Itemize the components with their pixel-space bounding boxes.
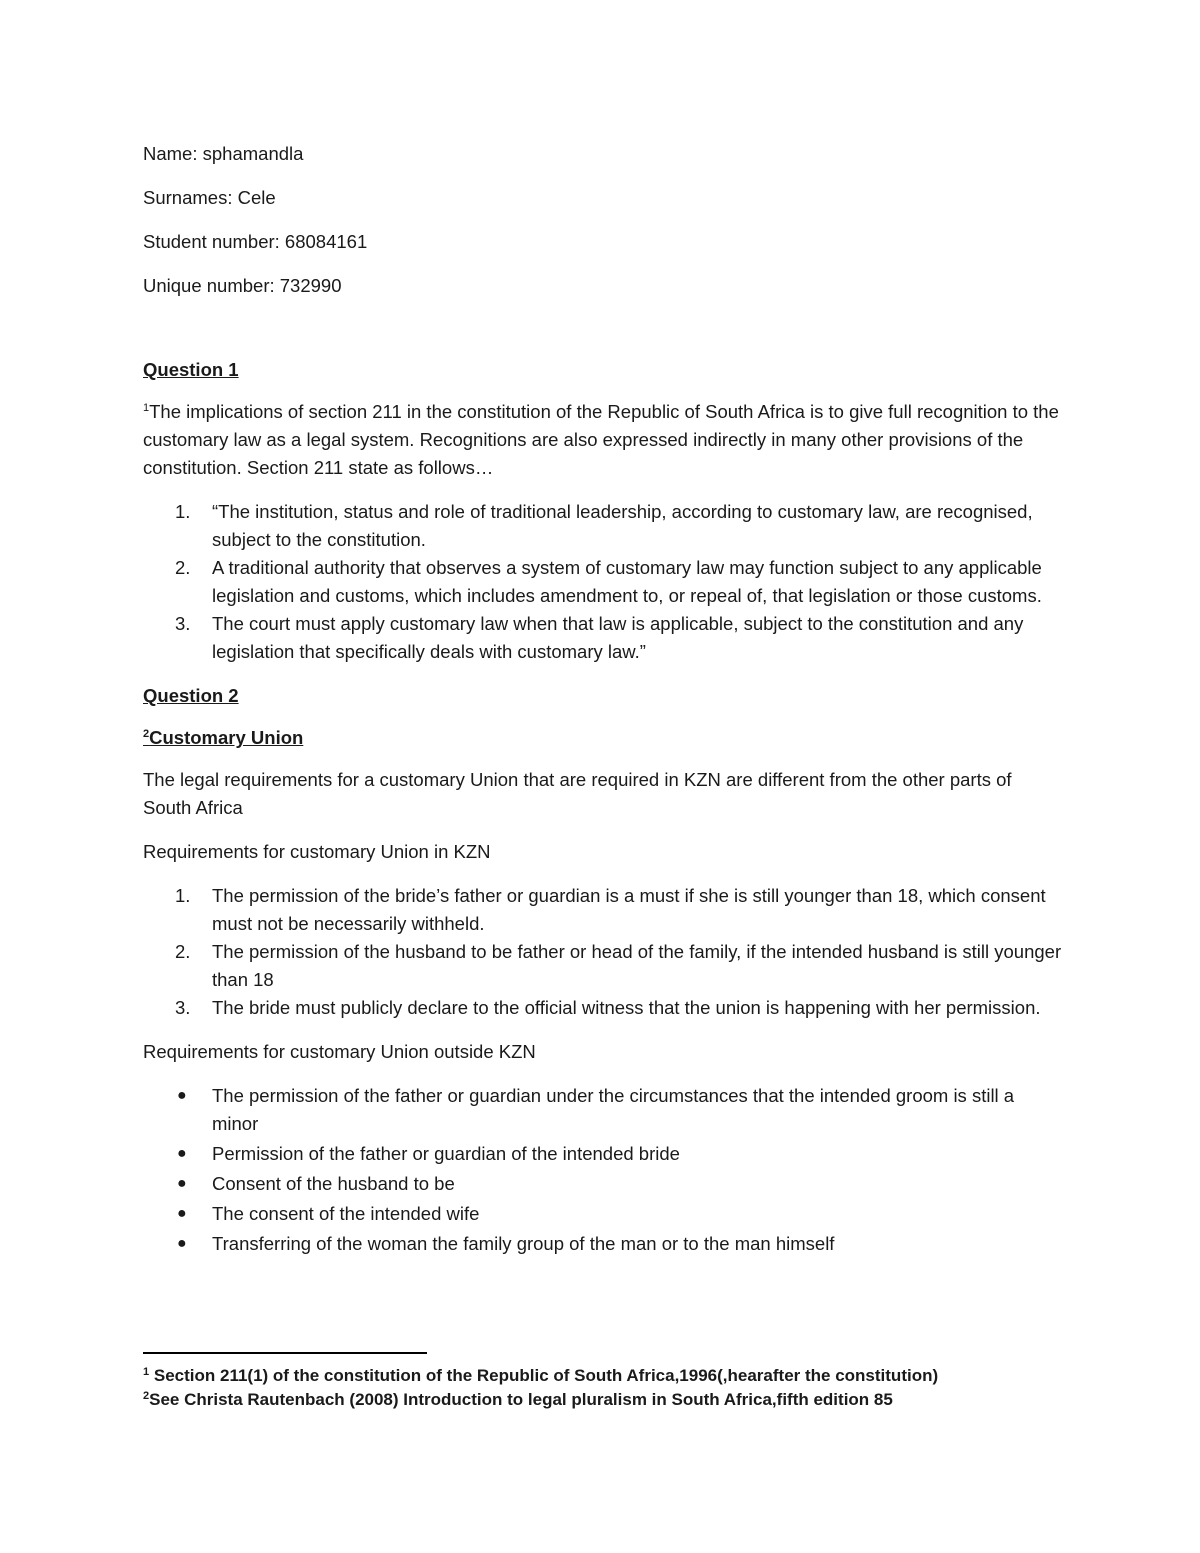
list-item-text: The permission of the bride’s father or guardian is a must if she is still younger than 18, which consent must not be necessarily withheld.	[212, 885, 1046, 934]
list-item-text: Transferring of the woman the family group of the man or to the man himself	[212, 1233, 835, 1254]
kzn-requirements-list	[143, 882, 1063, 1022]
bullet-icon: ●	[177, 1175, 187, 1192]
list-item-text: The permission of the husband to be father or head of the family, if the intended husband is still younger than 18	[212, 941, 1062, 990]
footnote-2	[143, 1388, 938, 1412]
bullet-icon: ●	[177, 1205, 187, 1222]
footnote-ref-2: 2	[143, 728, 150, 740]
list-item-text: The permission of the father or guardian under the circumstances that the intended groom is still a minor	[212, 1085, 1015, 1134]
bullet-icon: ●	[177, 1235, 187, 1252]
customary-union-subheading-text: Customary Union	[149, 727, 304, 748]
list-number: 1.	[175, 501, 191, 522]
list-item	[143, 938, 1063, 994]
list-item	[143, 498, 1063, 554]
list-item-text: A traditional authority that observes a system of customary law may function subject to any applicable legislation and customs, which includes amendment to, or repeal of, that legislation or those customs.	[212, 557, 1042, 606]
unique-number: Unique number: 732990	[143, 275, 342, 296]
list-number: 1.	[175, 885, 191, 906]
customary-union-subheading	[143, 724, 1063, 752]
footnote-separator	[143, 1352, 427, 1354]
list-number: 3.	[175, 613, 191, 634]
list-item	[143, 1140, 1063, 1168]
list-item-text: Permission of the father or guardian of the intended bride	[212, 1143, 680, 1164]
list-item-text: The court must apply customary law when that law is applicable, subject to the constitution and any legislation that specifically deals with customary law.”	[212, 613, 1024, 662]
list-item	[143, 1200, 1063, 1228]
list-item-text: The consent of the intended wife	[212, 1203, 480, 1224]
footnote-2-text: See Christa Rautenbach (2008) Introduction to legal pluralism in South Africa,fifth edition 85	[149, 1390, 893, 1409]
kzn-requirements-title: Requirements for customary Union in KZN	[143, 841, 491, 862]
footnote-1-text: Section 211(1) of the constitution of the Republic of South Africa,1996(,hearafter the constitution)	[153, 1366, 939, 1385]
list-item	[143, 994, 1063, 1022]
footnote-2-marker: 2	[143, 1390, 150, 1402]
list-item-text: “The institution, status and role of traditional leadership, according to customary law, are recognised, subject to the constitution.	[212, 501, 1033, 550]
list-number: 3.	[175, 997, 191, 1018]
student-name: Name: sphamandla	[143, 143, 304, 164]
list-item	[143, 554, 1063, 610]
bullet-icon: ●	[177, 1087, 187, 1104]
list-item	[143, 1170, 1063, 1198]
footnote-1	[143, 1364, 938, 1388]
question-1-intro	[143, 398, 1063, 482]
footnote-1-marker: 1	[143, 1366, 150, 1378]
list-item	[143, 1230, 1063, 1258]
question-1-intro-text: The implications of section 211 in the constitution of the Republic of South Africa is to give full recognition to the customary law as a legal system. Recognitions are also expressed indirectly in many other provisions of the constitution. Section 211 state as follows…	[143, 401, 1059, 478]
document-body	[143, 140, 1063, 1274]
section-211-list	[143, 498, 1063, 666]
student-surname: Surnames: Cele	[143, 187, 276, 208]
bullet-icon: ●	[177, 1145, 187, 1162]
question-1-heading: Question 1	[143, 359, 239, 380]
list-item	[143, 1082, 1063, 1138]
footnote-ref-1: 1	[143, 402, 150, 414]
outside-kzn-requirements-list	[143, 1082, 1063, 1258]
question-2-intro: The legal requirements for a customary Union that are required in KZN are different from the other parts of South Africa	[143, 769, 1012, 818]
question-2-heading: Question 2	[143, 685, 239, 706]
footnotes	[143, 1364, 938, 1412]
list-number: 2.	[175, 941, 191, 962]
list-number: 2.	[175, 557, 191, 578]
outside-kzn-requirements-title: Requirements for customary Union outside KZN	[143, 1041, 536, 1062]
list-item-text: Consent of the husband to be	[212, 1173, 455, 1194]
list-item-text: The bride must publicly declare to the official witness that the union is happening with her permission.	[212, 997, 1041, 1018]
list-item	[143, 610, 1063, 666]
student-number: Student number: 68084161	[143, 231, 368, 252]
list-item	[143, 882, 1063, 938]
